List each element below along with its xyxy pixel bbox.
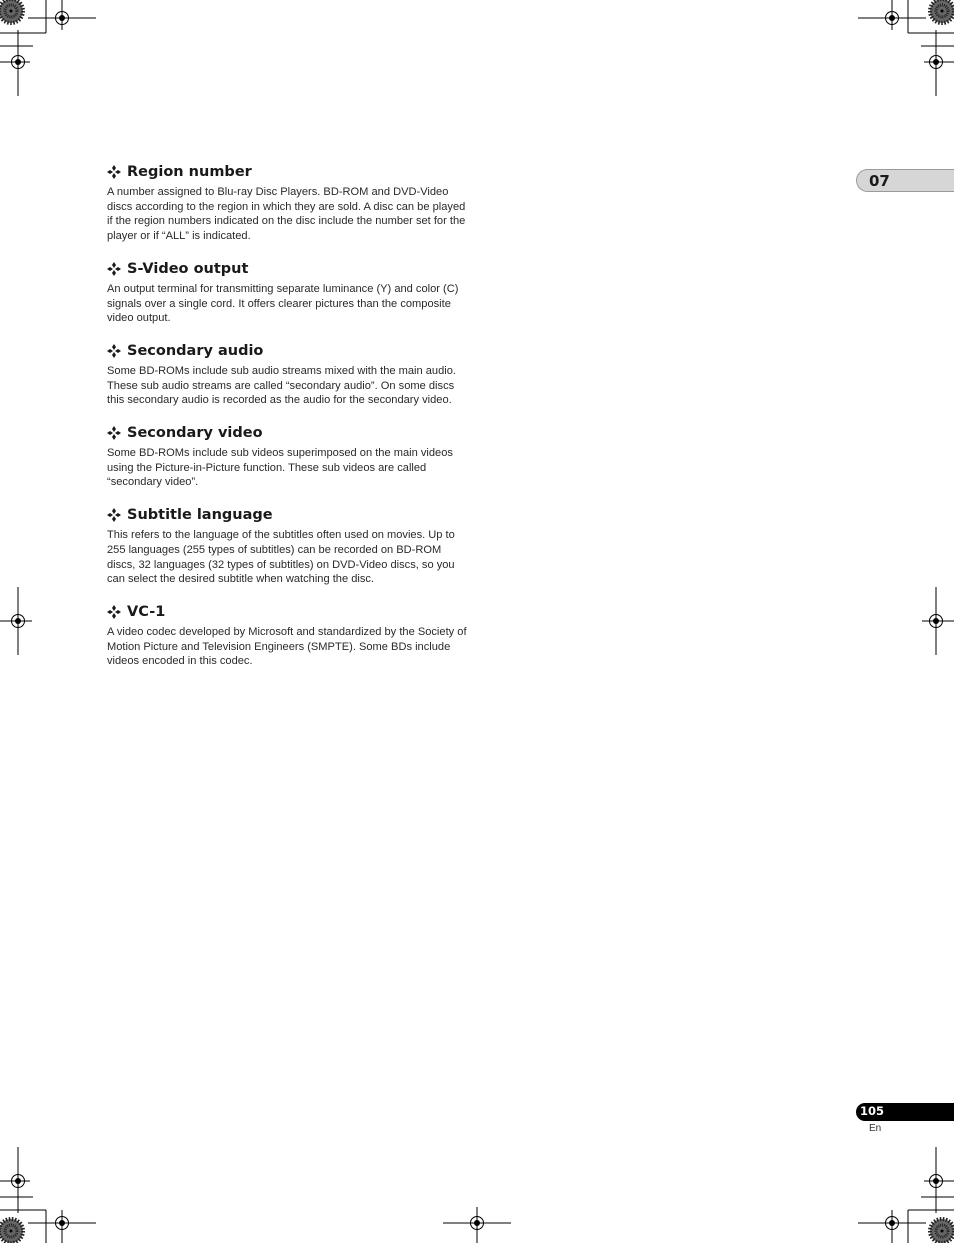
- entry-body: A number assigned to Blu-ray Disc Players. BD-ROM and DVD-Video discs according to the region in which they are sold. A disc can be played if the region numbers indicated on the disc include the number set for the player or if “ALL” is indicated.: [107, 186, 466, 243]
- four-diamond-bullet-icon: [107, 508, 121, 522]
- glossary-entry-secondary-video: [107, 424, 467, 490]
- four-diamond-bullet-icon: [107, 605, 121, 619]
- entry-body: This refers to the language of the subtitles often used on movies. Up to 255 languages (255 types of subtitles) can be recorded on BD-ROM discs, 32 languages (32 types of subtitles) on DVD-Video discs, so you can select the desired subtitle when watching the disc.: [107, 529, 455, 586]
- entry-heading: S-Video output: [127, 260, 249, 277]
- registration-mark-top-left: [0, 0, 96, 96]
- glossary-entry-secondary-audio: [107, 342, 467, 408]
- four-diamond-bullet-icon: [107, 344, 121, 358]
- four-diamond-bullet-icon: [107, 426, 121, 440]
- glossary-entry-subtitle-language: [107, 506, 467, 587]
- entry-heading: Secondary video: [127, 425, 263, 442]
- glossary-content: [107, 163, 467, 685]
- four-diamond-bullet-icon: [107, 165, 121, 179]
- registration-mark-top-right: [858, 0, 954, 96]
- page-number: 105: [860, 1104, 885, 1118]
- entry-body: Some BD-ROMs include sub videos superimposed on the main videos using the Picture-in-Picture function. These sub videos are called “secondary video”.: [107, 447, 453, 489]
- page-number-tab: [856, 1103, 954, 1121]
- language-code: En: [869, 1123, 882, 1134]
- registration-mark-bottom-left: [0, 1147, 96, 1243]
- entry-body: A video codec developed by Microsoft and standardized by the Society of Motion Picture and Television Engineers (SMPTE). Some BDs include videos encoded in this codec.: [107, 625, 467, 668]
- entry-heading: VC-1: [127, 603, 166, 620]
- entry-heading: Subtitle language: [127, 507, 273, 524]
- registration-mark-bottom-center: [443, 1207, 511, 1243]
- registration-mark-mid-right: [922, 587, 954, 655]
- entry-body: Some BD-ROMs include sub audio streams mixed with the main audio. These sub audio streams are called “secondary audio”. On some discs this secondary audio is recorded as the audio for the secondary video.: [107, 364, 456, 407]
- registration-mark-mid-left: [0, 587, 32, 655]
- registration-mark-bottom-right: [858, 1147, 954, 1243]
- glossary-entry-region-number: [107, 163, 467, 244]
- entry-heading: Secondary audio: [127, 342, 264, 359]
- glossary-entry-s-video-output: [107, 260, 467, 326]
- chapter-number: 07: [869, 172, 890, 190]
- entry-body: An output terminal for transmitting separate luminance (Y) and color (C) signals over a single cord. It offers clearer pictures than the composite video output.: [107, 282, 459, 325]
- chapter-tab: [856, 169, 954, 192]
- four-diamond-bullet-icon: [107, 262, 121, 276]
- entry-heading: Region number: [127, 164, 252, 180]
- glossary-entry-vc-1: [107, 603, 467, 669]
